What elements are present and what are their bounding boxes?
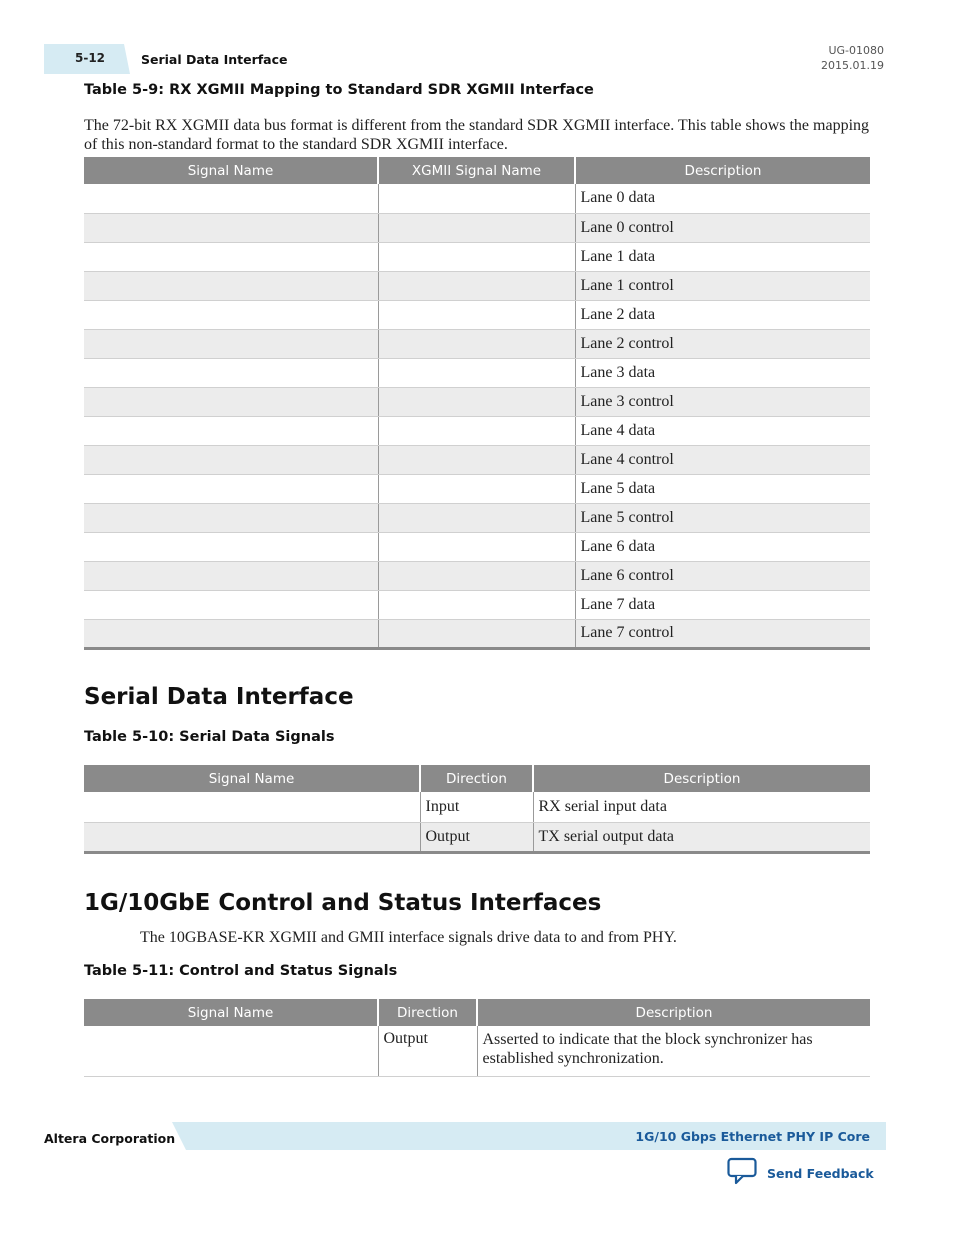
cell-xgmii-signal-name [378, 561, 575, 590]
table-5-11 [84, 999, 870, 1077]
cell-description: Asserted to indicate that the block synchronizer has established synchronization. [477, 1026, 870, 1076]
cell-description: Lane 3 control [575, 387, 870, 416]
cell-signal-name [84, 213, 378, 242]
doc-id-number: UG-01080 [828, 44, 884, 57]
table-row [84, 271, 870, 300]
table-row [84, 619, 870, 648]
cell-signal-name [84, 242, 378, 271]
table-header-row [84, 999, 870, 1026]
table-5-10-caption: Table 5-10: Serial Data Signals [84, 729, 335, 745]
cell-signal-name [84, 822, 420, 852]
cell-xgmii-signal-name [378, 619, 575, 648]
table-row [84, 184, 870, 213]
cell-signal-name [84, 300, 378, 329]
cell-xgmii-signal-name [378, 590, 575, 619]
cell-description: Lane 4 control [575, 445, 870, 474]
table-header-row [84, 157, 870, 184]
cell-description: Lane 1 control [575, 271, 870, 300]
cell-description: Lane 7 control [575, 619, 870, 648]
cell-signal-name [84, 503, 378, 532]
table-row [84, 503, 870, 532]
table-row [84, 1026, 870, 1076]
table-row [84, 416, 870, 445]
section-heading-serial-data: Serial Data Interface [84, 684, 354, 710]
cell-xgmii-signal-name [378, 474, 575, 503]
cell-signal-name [84, 387, 378, 416]
cell-description: Lane 5 data [575, 474, 870, 503]
cell-xgmii-signal-name [378, 242, 575, 271]
table-row [84, 387, 870, 416]
table-row [84, 358, 870, 387]
control-section-intro: The 10GBASE-KR XGMII and GMII interface signals drive data to and from PHY. [140, 929, 677, 946]
table-header-row [84, 765, 870, 792]
cell-signal-name [84, 561, 378, 590]
cell-xgmii-signal-name [378, 329, 575, 358]
cell-signal-name [84, 416, 378, 445]
cell-xgmii-signal-name [378, 213, 575, 242]
table-row [84, 561, 870, 590]
table-row [84, 242, 870, 271]
table-row [84, 213, 870, 242]
table-row [84, 329, 870, 358]
cell-xgmii-signal-name [378, 445, 575, 474]
cell-signal-name [84, 445, 378, 474]
table-5-10 [84, 765, 870, 854]
column-header-signal-name: Signal Name [84, 765, 420, 792]
cell-direction: Input [420, 792, 533, 822]
page-number: 5-12 [75, 51, 106, 65]
cell-signal-name [84, 184, 378, 213]
column-header-description: Description [575, 157, 870, 184]
cell-signal-name [84, 271, 378, 300]
cell-description: Lane 0 data [575, 184, 870, 213]
cell-xgmii-signal-name [378, 300, 575, 329]
cell-signal-name [84, 532, 378, 561]
cell-signal-name [84, 792, 420, 822]
cell-signal-name [84, 329, 378, 358]
cell-description: Lane 6 data [575, 532, 870, 561]
table-row [84, 532, 870, 561]
table-5-9 [84, 157, 870, 650]
cell-description: Lane 5 control [575, 503, 870, 532]
cell-description: Lane 6 control [575, 561, 870, 590]
footer-company: Altera Corporation [44, 1131, 176, 1146]
table-5-11-caption: Table 5-11: Control and Status Signals [84, 963, 398, 979]
cell-xgmii-signal-name [378, 184, 575, 213]
document-id [821, 43, 884, 73]
send-feedback-link[interactable] [727, 1158, 874, 1188]
cell-signal-name [84, 1026, 378, 1076]
cell-description: TX serial output data [533, 822, 870, 852]
column-header-signal-name: Signal Name [84, 999, 378, 1026]
cell-xgmii-signal-name [378, 503, 575, 532]
running-title: Serial Data Interface [141, 52, 288, 67]
feedback-speech-bubble-icon [727, 1157, 757, 1190]
cell-xgmii-signal-name [378, 416, 575, 445]
column-header-signal-name: Signal Name [84, 157, 378, 184]
cell-xgmii-signal-name [378, 387, 575, 416]
section-heading-control-status: 1G/10GbE Control and Status Interfaces [84, 890, 602, 916]
cell-description: Lane 2 control [575, 329, 870, 358]
table-5-9-caption: Table 5-9: RX XGMII Mapping to Standard SDR XGMII Interface [84, 82, 594, 98]
table-5-9-intro: The 72-bit RX XGMII data bus format is different from the standard SDR XGMII interface. This table shows the mapping of this non-standard format to the standard SDR XGMII interface. [84, 117, 870, 153]
cell-signal-name [84, 474, 378, 503]
cell-direction: Output [378, 1026, 477, 1076]
cell-description: Lane 1 data [575, 242, 870, 271]
cell-xgmii-signal-name [378, 271, 575, 300]
table-row [84, 590, 870, 619]
column-header-description: Description [533, 765, 870, 792]
cell-signal-name [84, 590, 378, 619]
doc-date: 2015.01.19 [821, 59, 884, 72]
column-header-xgmii-signal-name: XGMII Signal Name [378, 157, 575, 184]
send-feedback-label: Send Feedback [767, 1165, 874, 1181]
column-header-direction: Direction [378, 999, 477, 1026]
table-row [84, 822, 870, 852]
cell-xgmii-signal-name [378, 358, 575, 387]
cell-description: Lane 2 data [575, 300, 870, 329]
cell-signal-name [84, 358, 378, 387]
table-row [84, 792, 870, 822]
cell-xgmii-signal-name [378, 532, 575, 561]
cell-description: Lane 7 data [575, 590, 870, 619]
cell-signal-name [84, 619, 378, 648]
column-header-description: Description [477, 999, 870, 1026]
table-row [84, 300, 870, 329]
cell-description: Lane 0 control [575, 213, 870, 242]
footer-doc-title: 1G/10 Gbps Ethernet PHY IP Core [635, 1129, 870, 1144]
cell-direction: Output [420, 822, 533, 852]
table-row [84, 474, 870, 503]
cell-description: Lane 3 data [575, 358, 870, 387]
cell-description: Lane 4 data [575, 416, 870, 445]
table-row [84, 445, 870, 474]
cell-description: RX serial input data [533, 792, 870, 822]
column-header-direction: Direction [420, 765, 533, 792]
